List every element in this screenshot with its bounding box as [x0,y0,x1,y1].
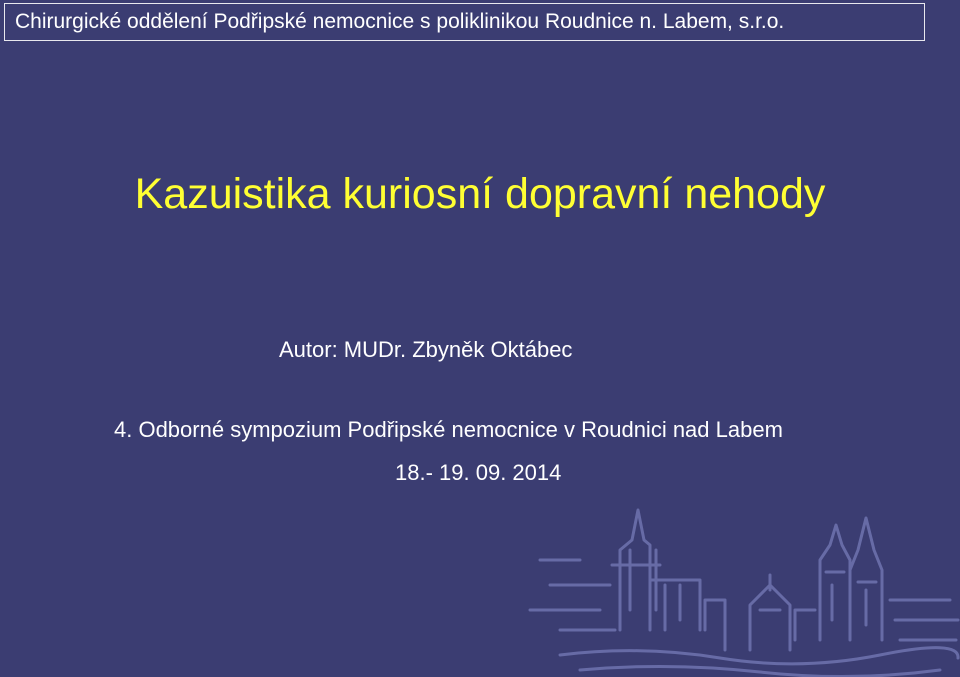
slide-title: Kazuistika kuriosní dopravní nehody [134,170,826,218]
date-line: 18.- 19. 09. 2014 [395,460,562,485]
symposium-line: 4. Odborné sympozium Podřipské nemocnice v Roudnici nad Labem [114,417,783,442]
header-banner [4,3,925,41]
header-text: Chirurgické oddělení Podřipské nemocnice s poliklinikou Roudnice n. Labem, s.r.o. [15,10,785,33]
roudnice-skyline-icon [520,490,960,677]
author-line: Autor: MUDr. Zbyněk Oktábec [279,337,573,362]
